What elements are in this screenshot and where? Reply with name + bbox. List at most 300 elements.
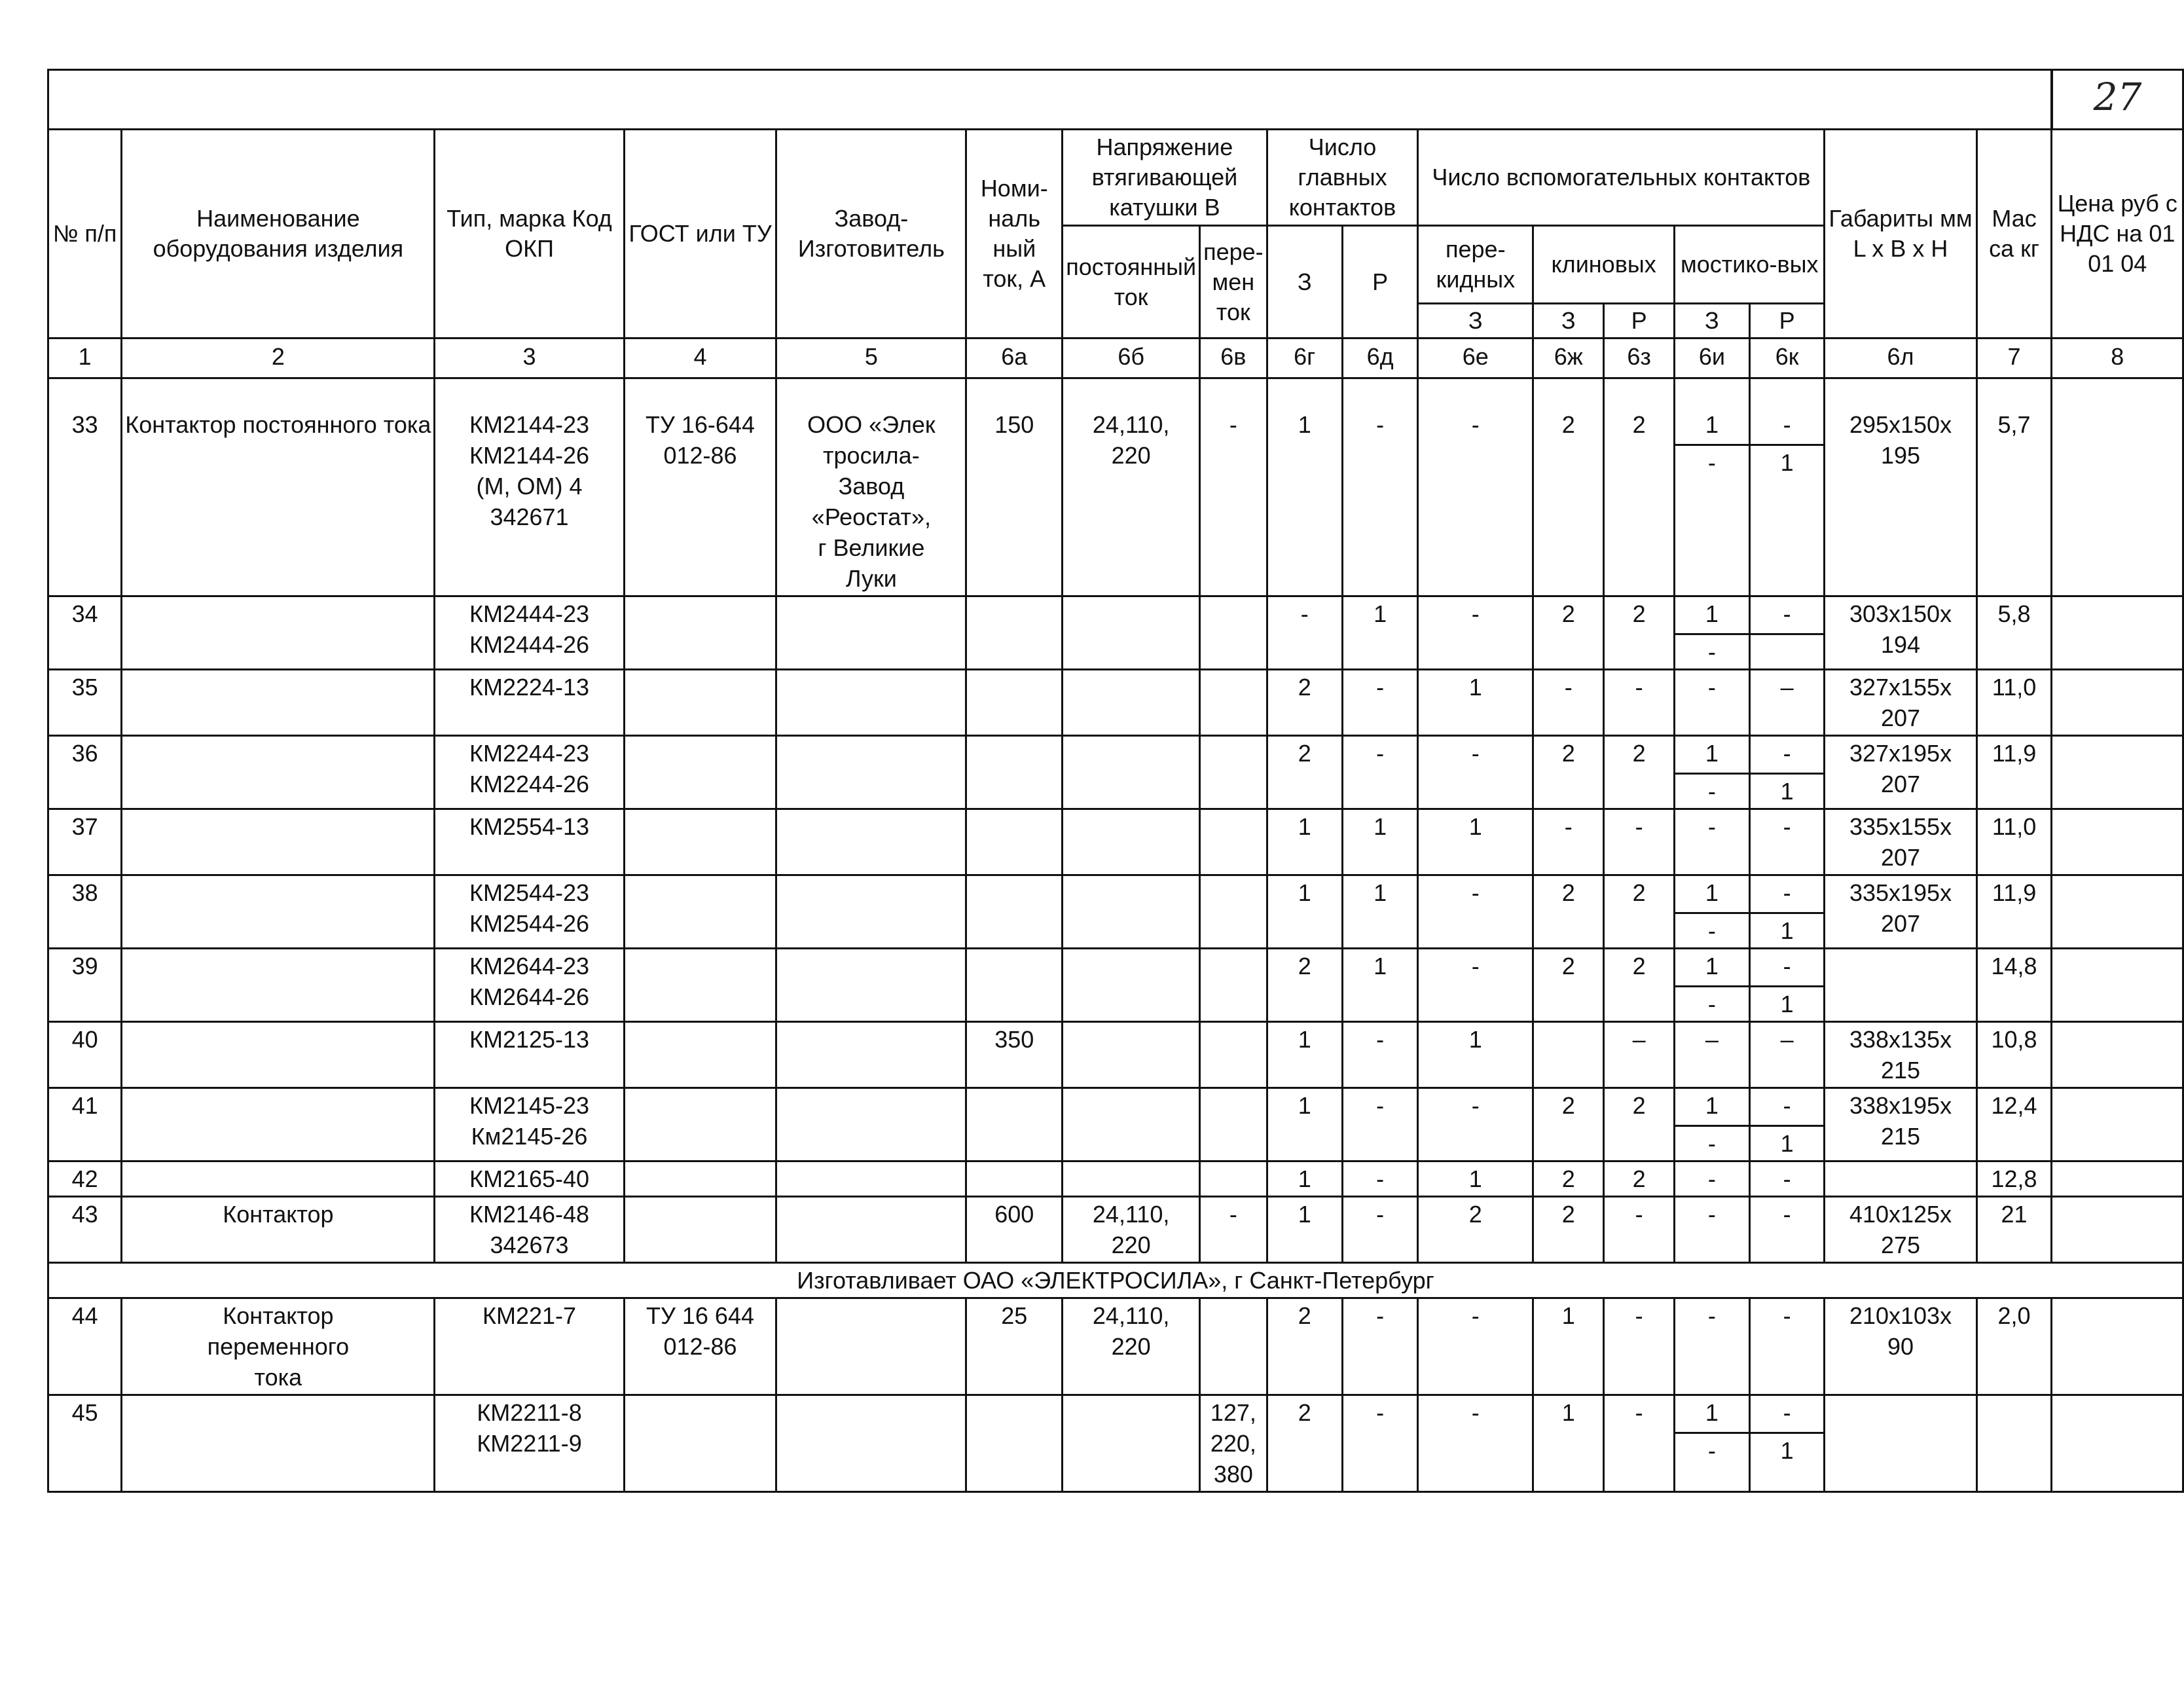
main-r-cell xyxy=(1342,670,1418,736)
aux-wedge-z-line: 2 xyxy=(1561,1092,1575,1119)
manufacturer-cell xyxy=(776,809,966,875)
aux-wedge-z-cell xyxy=(1533,736,1604,809)
dimensions-cell xyxy=(1825,1395,1976,1492)
price-cell xyxy=(2052,596,2183,670)
manufacturer-line: ООО «Элек xyxy=(807,411,936,438)
aux-switch-cell xyxy=(1418,596,1533,670)
aux-bridge-z-line: 1 xyxy=(1705,1399,1719,1426)
price-cell xyxy=(2052,949,2183,1022)
type-code-cell xyxy=(435,1298,624,1395)
type-code-line: КМ2544-26 xyxy=(469,910,590,937)
main-z-line: 2 xyxy=(1298,1399,1311,1426)
aux-wedge-r-cell xyxy=(1604,1197,1675,1263)
dimensions-cell xyxy=(1825,1161,1976,1197)
dimensions-line: 207 xyxy=(1880,844,1921,871)
sub-r2: Р xyxy=(1604,304,1675,338)
dimensions-line: 303х150х xyxy=(1849,600,1952,627)
main-z-cell xyxy=(1267,809,1342,875)
aux-switch-cell xyxy=(1418,378,1533,596)
coil-ac-cell xyxy=(1200,809,1267,875)
aux-bridge-z-line: 1 xyxy=(1705,879,1719,906)
aux-bridge-z-cell xyxy=(1675,1161,1750,1197)
aux-bridge-r-cell xyxy=(1749,670,1825,736)
type-code-line: КМ2211-8 xyxy=(477,1399,582,1426)
rated-current-cell xyxy=(966,378,1063,596)
aux-switch-cell xyxy=(1418,1395,1533,1492)
type-code-line: КМ2644-23 xyxy=(469,953,590,979)
row-number-cell xyxy=(48,875,122,949)
gost-cell xyxy=(624,875,776,949)
mass-line: 11,0 xyxy=(1992,813,2037,840)
col-coil-dc-header: постоянный ток xyxy=(1063,226,1200,338)
col-mass-header: Мас са кг xyxy=(1976,130,2052,338)
table-row xyxy=(48,1395,2183,1492)
aux-wedge-z-cell xyxy=(1533,1298,1604,1395)
price-cell xyxy=(2052,1197,2183,1263)
aux-wedge-z-cell xyxy=(1533,1197,1604,1263)
aux-wedge-z-cell xyxy=(1533,1022,1604,1088)
aux-bridge-z-cell xyxy=(1675,1022,1750,1088)
aux-bridge-z-line: 1 xyxy=(1705,411,1719,438)
coil-dc-cell xyxy=(1063,1197,1200,1263)
main-r-cell xyxy=(1342,596,1418,670)
mass-cell xyxy=(1976,1298,2052,1395)
sub-r3: Р xyxy=(1749,304,1825,338)
rated-current-cell xyxy=(966,736,1063,809)
mass-line: 5,7 xyxy=(1997,411,2031,438)
col-aux-switch-header: пере-кидных xyxy=(1418,226,1533,304)
main-r-line: 1 xyxy=(1374,813,1387,840)
col-aux-wedge-header: клиновых xyxy=(1533,226,1675,304)
main-z-cell xyxy=(1267,1088,1342,1161)
aux-bridge-r-line: - xyxy=(1783,1302,1791,1329)
coil-dc-line: 24,110, xyxy=(1092,1201,1170,1228)
main-z-line: 1 xyxy=(1298,1165,1311,1192)
gost-line: 012-86 xyxy=(663,442,737,469)
aux-switch-line: 2 xyxy=(1468,1201,1482,1228)
col-coil-ac-header: пере-мен ток xyxy=(1200,226,1267,338)
col-number-cell: 6л xyxy=(1825,338,1976,378)
row-number-cell xyxy=(48,1197,122,1263)
dimensions-line: 207 xyxy=(1880,771,1921,797)
equipment-name-cell xyxy=(122,949,435,1022)
aux-wedge-z-line: 2 xyxy=(1561,953,1575,979)
aux-bridge-z-line: – xyxy=(1705,1026,1719,1053)
coil-ac-cell xyxy=(1200,378,1267,596)
type-code-cell xyxy=(435,949,624,1022)
aux-bridge-z-lower: - xyxy=(1675,1125,1749,1159)
aux-bridge-z-cell xyxy=(1675,596,1750,670)
coil-dc-cell xyxy=(1063,736,1200,809)
aux-bridge-r-line: - xyxy=(1783,1165,1791,1192)
equipment-table xyxy=(47,69,2184,1493)
col-name-header: Наименование оборудования изделия xyxy=(122,130,435,338)
row-number-cell xyxy=(48,1161,122,1197)
table-row xyxy=(48,378,2183,596)
rated-current-cell xyxy=(966,1088,1063,1161)
coil-dc-cell xyxy=(1063,1395,1200,1492)
aux-bridge-z-lower: - xyxy=(1675,1432,1749,1466)
price-cell xyxy=(2052,736,2183,809)
mass-cell xyxy=(1976,736,2052,809)
main-r-cell xyxy=(1342,1088,1418,1161)
manufacturer-cell xyxy=(776,875,966,949)
table-row xyxy=(48,1088,2183,1161)
row-number-cell xyxy=(48,1298,122,1395)
equipment-name-cell xyxy=(122,1161,435,1197)
aux-bridge-r-lower: 1 xyxy=(1751,985,1824,1019)
main-z-line: 1 xyxy=(1298,1026,1311,1053)
aux-bridge-z-lower: - xyxy=(1675,633,1749,667)
price-cell xyxy=(2052,378,2183,596)
aux-switch-line: - xyxy=(1471,740,1480,767)
main-r-line: 1 xyxy=(1374,953,1387,979)
type-code-cell xyxy=(435,736,624,809)
aux-wedge-z-cell xyxy=(1533,949,1604,1022)
aux-switch-line: 1 xyxy=(1468,813,1482,840)
price-cell xyxy=(2052,875,2183,949)
price-cell xyxy=(2052,1088,2183,1161)
aux-bridge-r-lower: 1 xyxy=(1751,444,1824,478)
type-code-line: КМ221-7 xyxy=(482,1302,577,1329)
aux-wedge-r-cell xyxy=(1604,875,1675,949)
price-cell xyxy=(2052,1298,2183,1395)
aux-wedge-r-line: - xyxy=(1635,1399,1643,1426)
page-number: 27 xyxy=(2093,75,2142,119)
aux-wedge-r-line: 2 xyxy=(1632,411,1646,438)
coil-ac-cell xyxy=(1200,736,1267,809)
main-r-cell xyxy=(1342,1161,1418,1197)
aux-bridge-z-cell xyxy=(1675,670,1750,736)
col-number-cell: 6з xyxy=(1604,338,1675,378)
gost-cell xyxy=(624,1395,776,1492)
coil-dc-line: 220 xyxy=(1111,1333,1151,1360)
main-z-line: 1 xyxy=(1298,879,1311,906)
equipment-name-cell xyxy=(122,1088,435,1161)
col-aux-contacts-header: Число вспомогательных контактов xyxy=(1418,130,1825,226)
equipment-name-cell xyxy=(122,670,435,736)
aux-bridge-z-line: 1 xyxy=(1705,953,1719,979)
aux-bridge-z-line: 1 xyxy=(1705,740,1719,767)
gost-cell xyxy=(624,670,776,736)
aux-bridge-z-cell xyxy=(1675,378,1750,596)
dimensions-line: 210х103х xyxy=(1849,1302,1952,1329)
equipment-name-line: Контактор xyxy=(223,1201,334,1228)
type-code-line: КМ2444-23 xyxy=(469,600,590,627)
rated-current-line: 25 xyxy=(1001,1302,1028,1329)
type-code-line: КМ2146-48 xyxy=(469,1201,590,1228)
mass-line: 11,9 xyxy=(1992,740,2037,767)
type-code-line: КМ2145-23 xyxy=(469,1092,590,1119)
aux-switch-line: - xyxy=(1471,600,1480,627)
mass-line: 21 xyxy=(2001,1201,2028,1228)
aux-bridge-r-line: - xyxy=(1783,411,1791,438)
main-r-line: - xyxy=(1376,1092,1385,1119)
main-r-cell xyxy=(1342,809,1418,875)
dimensions-cell xyxy=(1825,875,1976,949)
aux-switch-cell xyxy=(1418,1088,1533,1161)
main-r-cell xyxy=(1342,1022,1418,1088)
price-cell xyxy=(2052,1161,2183,1197)
coil-dc-line: 220 xyxy=(1111,442,1151,469)
aux-bridge-z-line: - xyxy=(1707,1165,1716,1192)
type-code-line: КМ2444-26 xyxy=(469,631,590,658)
aux-switch-cell xyxy=(1418,949,1533,1022)
dimensions-cell xyxy=(1825,378,1976,596)
aux-wedge-z-line: 1 xyxy=(1561,1302,1575,1329)
type-code-line: КМ2544-23 xyxy=(469,879,590,906)
rated-current-cell xyxy=(966,596,1063,670)
aux-wedge-z-line: 2 xyxy=(1561,1165,1575,1192)
coil-ac-line: - xyxy=(1229,411,1237,438)
coil-ac-cell xyxy=(1200,875,1267,949)
mass-cell xyxy=(1976,596,2052,670)
mass-line: 11,0 xyxy=(1992,674,2037,701)
equipment-name-cell xyxy=(122,875,435,949)
dimensions-line: 195 xyxy=(1880,442,1921,469)
manufacturer-cell xyxy=(776,596,966,670)
mass-cell xyxy=(1976,1088,2052,1161)
type-code-cell xyxy=(435,670,624,736)
type-code-line: КМ2244-23 xyxy=(469,740,590,767)
row-number-cell xyxy=(48,809,122,875)
aux-bridge-r-line: – xyxy=(1780,674,1794,701)
price-cell xyxy=(2052,809,2183,875)
manufacturer-cell xyxy=(776,670,966,736)
rated-current-cell xyxy=(966,1197,1063,1263)
aux-wedge-r-cell xyxy=(1604,736,1675,809)
aux-wedge-r-line: - xyxy=(1635,1302,1643,1329)
aux-switch-cell xyxy=(1418,1022,1533,1088)
aux-bridge-r-cell xyxy=(1749,1022,1825,1088)
coil-dc-cell xyxy=(1063,1298,1200,1395)
aux-bridge-r-line: - xyxy=(1783,1399,1791,1426)
manufacturer-cell xyxy=(776,1088,966,1161)
col-aux-bridge-header: мостико-вых xyxy=(1675,226,1825,304)
coil-dc-cell xyxy=(1063,949,1200,1022)
col-gost-header: ГОСТ или ТУ xyxy=(624,130,776,338)
main-z-line: 1 xyxy=(1298,1092,1311,1119)
type-code-cell xyxy=(435,1395,624,1492)
aux-wedge-z-cell xyxy=(1533,596,1604,670)
main-z-cell xyxy=(1267,1395,1342,1492)
coil-dc-cell xyxy=(1063,596,1200,670)
aux-bridge-r-cell xyxy=(1749,1161,1825,1197)
aux-bridge-z-lower: - xyxy=(1675,912,1749,946)
type-code-line: 342671 xyxy=(490,503,569,530)
aux-wedge-r-cell xyxy=(1604,1022,1675,1088)
col-main-z-header: З xyxy=(1267,226,1342,338)
type-code-line: 342673 xyxy=(490,1232,569,1258)
col-number-cell: 6к xyxy=(1749,338,1825,378)
mass-line: 12,8 xyxy=(1991,1165,2037,1192)
dimensions-cell xyxy=(1825,1197,1976,1263)
rated-current-cell xyxy=(966,809,1063,875)
mass-line: 10,8 xyxy=(1991,1026,2037,1053)
row-number-line: 43 xyxy=(71,1201,98,1228)
equipment-name-cell xyxy=(122,1197,435,1263)
col-number-cell: 2 xyxy=(122,338,435,378)
aux-wedge-r-line: 2 xyxy=(1632,1092,1646,1119)
dimensions-cell xyxy=(1825,1298,1976,1395)
aux-switch-line: - xyxy=(1471,411,1480,438)
equipment-name-line: Контактор xyxy=(223,1302,334,1329)
type-code-line: КМ2144-26 xyxy=(469,442,590,469)
equipment-name-cell xyxy=(122,736,435,809)
gost-cell xyxy=(624,1197,776,1263)
column-number-row xyxy=(48,338,2183,378)
col-number-cell: 6г xyxy=(1267,338,1342,378)
col-number-cell: 7 xyxy=(1976,338,2052,378)
document-sheet xyxy=(47,69,2184,1493)
type-code-line: КМ2165-40 xyxy=(469,1165,590,1192)
equipment-name-cell xyxy=(122,1022,435,1088)
main-z-line: 2 xyxy=(1298,1302,1311,1329)
aux-bridge-z-lower: - xyxy=(1675,985,1749,1019)
table-row xyxy=(48,949,2183,1022)
equipment-name-cell xyxy=(122,378,435,596)
aux-bridge-r-cell xyxy=(1749,596,1825,670)
type-code-line: КМ2144-23 xyxy=(469,411,590,438)
main-z-cell xyxy=(1267,875,1342,949)
row-number-line: 33 xyxy=(71,411,98,438)
manufacturer-line: Луки xyxy=(845,565,897,592)
main-r-line: - xyxy=(1376,740,1385,767)
coil-ac-line: - xyxy=(1229,1201,1237,1228)
coil-dc-cell xyxy=(1063,1161,1200,1197)
mass-cell xyxy=(1976,1197,2052,1263)
type-code-line: КМ2125-13 xyxy=(469,1026,590,1053)
dimensions-line: 90 xyxy=(1887,1333,1914,1360)
rated-current-line: 600 xyxy=(994,1201,1034,1228)
main-z-line: 1 xyxy=(1298,1201,1311,1228)
type-code-line: КМ2211-9 xyxy=(477,1430,582,1457)
table-body xyxy=(48,378,2183,1492)
main-z-cell xyxy=(1267,670,1342,736)
main-r-cell xyxy=(1342,949,1418,1022)
coil-dc-cell xyxy=(1063,809,1200,875)
mass-cell xyxy=(1976,875,2052,949)
aux-bridge-r-lower: 1 xyxy=(1751,912,1824,946)
col-maker-header: Завод-Изготовитель xyxy=(776,130,966,338)
dimensions-line: 327х195х xyxy=(1849,740,1952,767)
aux-bridge-z-cell xyxy=(1675,1088,1750,1161)
type-code-line: КМ2244-26 xyxy=(469,771,590,797)
coil-dc-cell xyxy=(1063,1022,1200,1088)
aux-bridge-r-cell xyxy=(1749,1395,1825,1492)
coil-dc-cell xyxy=(1063,1088,1200,1161)
type-code-cell xyxy=(435,1197,624,1263)
main-r-cell xyxy=(1342,1298,1418,1395)
aux-bridge-z-cell xyxy=(1675,1298,1750,1395)
main-r-line: - xyxy=(1376,1026,1385,1053)
type-code-cell xyxy=(435,596,624,670)
row-number-cell xyxy=(48,1022,122,1088)
dimensions-line: 295х150х xyxy=(1849,411,1952,438)
aux-wedge-z-line: 1 xyxy=(1561,1399,1575,1426)
mass-cell xyxy=(1976,1022,2052,1088)
col-number-cell: 4 xyxy=(624,338,776,378)
table-row xyxy=(48,596,2183,670)
col-number-cell: 6в xyxy=(1200,338,1267,378)
aux-wedge-z-cell xyxy=(1533,378,1604,596)
coil-ac-cell xyxy=(1200,670,1267,736)
main-r-cell xyxy=(1342,1395,1418,1492)
manufacturer-cell xyxy=(776,1298,966,1395)
col-type-header: Тип, марка Код ОКП xyxy=(435,130,624,338)
aux-bridge-r-lower: 1 xyxy=(1751,773,1824,807)
aux-wedge-r-cell xyxy=(1604,1395,1675,1492)
aux-switch-cell xyxy=(1418,736,1533,809)
main-z-line: 2 xyxy=(1298,674,1311,701)
row-number-cell xyxy=(48,1088,122,1161)
dimensions-line: 335х155х xyxy=(1849,813,1952,840)
main-r-line: 1 xyxy=(1374,879,1387,906)
aux-wedge-z-line: 2 xyxy=(1561,411,1575,438)
type-code-cell xyxy=(435,1161,624,1197)
aux-bridge-z-line: - xyxy=(1707,674,1716,701)
aux-wedge-r-line: 2 xyxy=(1632,953,1646,979)
coil-dc-cell xyxy=(1063,670,1200,736)
col-number-cell: 1 xyxy=(48,338,122,378)
coil-dc-line: 24,110, xyxy=(1092,1302,1170,1329)
manufacturer-cell xyxy=(776,1197,966,1263)
aux-switch-cell xyxy=(1418,875,1533,949)
mass-cell xyxy=(1976,1395,2052,1492)
price-cell xyxy=(2052,670,2183,736)
aux-bridge-z-cell xyxy=(1675,875,1750,949)
aux-wedge-z-line: 2 xyxy=(1561,740,1575,767)
main-z-cell xyxy=(1267,1298,1342,1395)
aux-wedge-z-cell xyxy=(1533,670,1604,736)
col-coil-voltage-header: Напряжение втягивающей катушки В xyxy=(1063,130,1267,226)
aux-wedge-z-cell xyxy=(1533,1161,1604,1197)
rated-current-cell xyxy=(966,949,1063,1022)
gost-cell xyxy=(624,1161,776,1197)
mass-cell xyxy=(1976,670,2052,736)
sub-z1: З xyxy=(1418,304,1533,338)
factory-note-row xyxy=(48,1263,2183,1298)
rated-current-cell xyxy=(966,1298,1063,1395)
aux-bridge-r-line: - xyxy=(1783,879,1791,906)
aux-wedge-r-cell xyxy=(1604,1298,1675,1395)
row-number-line: 40 xyxy=(71,1026,98,1053)
table-row xyxy=(48,1197,2183,1263)
dimensions-line: 410х125х xyxy=(1849,1201,1952,1228)
aux-wedge-r-cell xyxy=(1604,378,1675,596)
manufacturer-line: Завод xyxy=(838,473,905,500)
aux-bridge-r-cell xyxy=(1749,1197,1825,1263)
aux-wedge-r-line: 2 xyxy=(1632,600,1646,627)
manufacturer-line: тросила- xyxy=(823,442,920,469)
dimensions-cell xyxy=(1825,736,1976,809)
rated-current-line: 150 xyxy=(994,411,1034,438)
mass-line: 2,0 xyxy=(1997,1302,2031,1329)
dimensions-cell xyxy=(1825,1088,1976,1161)
aux-bridge-r-line: - xyxy=(1783,1092,1791,1119)
main-z-cell xyxy=(1267,949,1342,1022)
manufacturer-cell xyxy=(776,949,966,1022)
col-dims-header: Габариты мм L x B x H xyxy=(1825,130,1976,338)
dimensions-line: 215 xyxy=(1880,1123,1921,1150)
gost-cell xyxy=(624,378,776,596)
col-price-header: Цена руб с НДС на 01 01 04 xyxy=(2052,130,2183,338)
aux-bridge-r-cell xyxy=(1749,875,1825,949)
aux-bridge-r-cell xyxy=(1749,378,1825,596)
aux-switch-cell xyxy=(1418,809,1533,875)
aux-bridge-r-cell xyxy=(1749,1298,1825,1395)
aux-switch-cell xyxy=(1418,1298,1533,1395)
